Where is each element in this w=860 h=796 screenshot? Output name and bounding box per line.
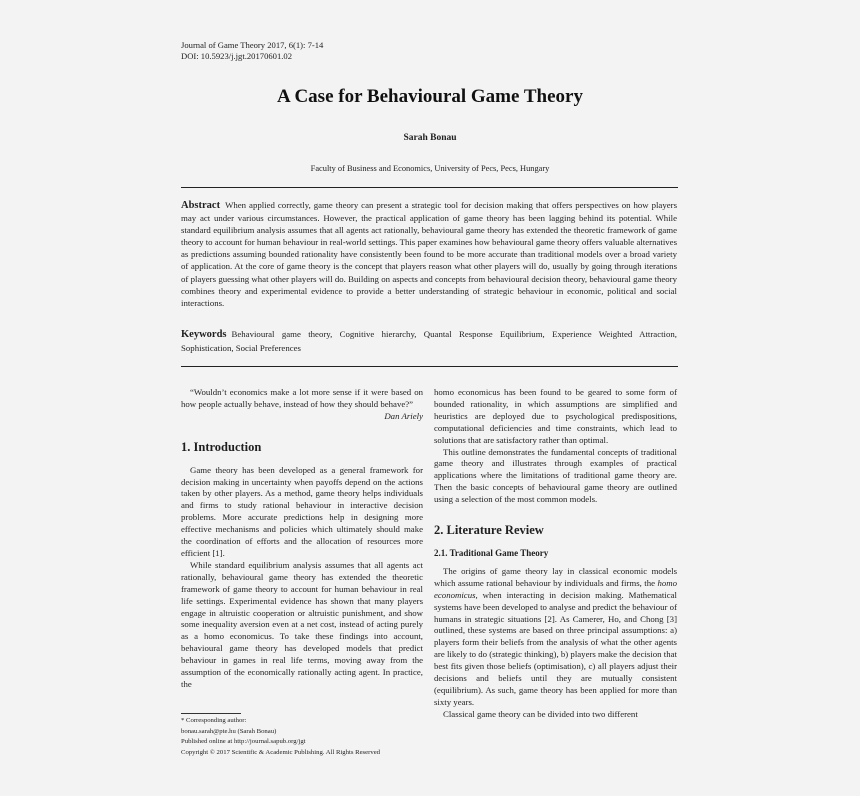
abstract-text: When applied correctly, game theory can present a strategic tool for decision making that offers perspectives on how players may act under various circumstances. However, the practical application of game theory has been lagging behind its potential. While standard equilibrium analysis assumes that all agents act rationally, behavioural game theory has extended the theoretic framework of game theory to account for human behaviour in real-world settings. This paper examines how behavioural game theory offers valuable alternatives as predictions assuming bounded rationality have consistently been found to be more accurate than traditional models over a broad variety of application. At the core of game theory is the concept that players reason what other players will do, usually by going through iterations of players guessing what other players will do. Building on aspects and concepts from behavioural decision theory, behavioural game theory combines theory and experimental evidence to provide a better understanding of strategic behaviour in economic, political and social interactions. [181, 200, 677, 308]
author-name: Sarah Bonau [403, 133, 457, 143]
epigraph-quote: “Wouldn’t economics make a lot more sense if it were based on how people actually behave, instead of how they should behave?” [181, 387, 423, 409]
paragraph-text: , when interacting in decision making. Mathematical systems have been developed to analyse and predict the behaviour of humans in strategic situations [2]. As Camerer, Ho, and Chong [3] outlined, these systems are based on three principal assumptions: a) players form their beliefs from the analysis of what the other agents are likely to do (strategic thinking), b) players make the decision that best fits given those beliefs (optimisation), c) all players adjust their decisions and beliefs until they are mutually consistent (equilibrium). As such, game theory has been applied for more than sixty years. [434, 589, 677, 707]
footnote-copyright: Copyright © 2017 Scientific & Academic Publishing. All Rights Reserved [181, 748, 381, 756]
footnote-published: Published online at http://journal.sapub.org/jgt [181, 738, 306, 746]
divider-bottom [181, 366, 678, 367]
keywords-label: Keywords [181, 329, 227, 340]
epigraph-author: Dan Ariely [384, 410, 423, 421]
italic-term: homo economicus [434, 577, 677, 600]
footnote [181, 716, 431, 758]
paragraph [434, 566, 677, 709]
paper-title: A Case for Behavioural Game Theory [277, 86, 583, 107]
footnote-corresponding: * Corresponding author: [181, 717, 247, 724]
paragraph: This outline demonstrates the fundamental concepts of traditional game theory and illustrates through examples of practical applications where the limitations of traditional game theory are. Then the basic concepts of behavioural game theory are outlined using a selection of the most common models. [434, 446, 677, 505]
keywords-text: Behavioural game theory, Cognitive hierarchy, Quantal Response Equilibrium, Experience Weighted Attraction, Sophistication, Social Preferences [181, 329, 677, 353]
doi: DOI: 10.5923/j.jgt.20170601.02 [181, 51, 293, 61]
abstract-label: Abstract [181, 200, 221, 211]
left-column [181, 387, 423, 691]
footnote-email: bonau.sarah@pte.hu (Sarah Bonau) [181, 727, 277, 735]
section-heading-introduction: 1. Introduction [181, 439, 262, 454]
keywords [181, 328, 677, 354]
abstract [181, 199, 677, 309]
right-column [434, 387, 677, 721]
subsection-heading-traditional-game-theory: 2.1. Traditional Game Theory [434, 547, 549, 558]
paragraph: homo economicus has been found to be geared to some form of bounded rationality, in which assumptions are simplified and heuristics are deployed due to psychological predispositions, computational deficiencies and time constraints, which lead to solutions that are satisfactory rather than optimal. [434, 387, 677, 445]
author-affiliation: Faculty of Business and Economics, University of Pecs, Pecs, Hungary [310, 164, 550, 173]
divider-top [181, 187, 678, 188]
paragraph-text: The origins of game theory lay in classical economic models which assume rational behaviour by individuals and firms, the [434, 565, 677, 588]
paragraph: While standard equilibrium analysis assumes that all agents act rationally, behavioural game theory has extended the theoretic framework of game theory to account for human behaviour in real life settings. Experimental evidence has shown that many players engage in altruistic cooperation or altruistic punishment, and show some inequality aversion even at a net cost, instead of acting purely as a homo economicus. To take these findings into account, behavioural game theory has developed models that predict behaviour in games in real life terms, moving away from the assumption of the economically rationally acting agent. In practice, the [181, 559, 423, 689]
journal-citation: Journal of Game Theory 2017, 6(1): 7-14 [181, 40, 324, 50]
footnote-divider [181, 713, 241, 714]
paragraph: Classical game theory can be divided into two different [443, 708, 638, 719]
section-heading-literature-review: 2. Literature Review [434, 523, 544, 538]
paragraph: Game theory has been developed as a general framework for decision making in uncertainty when payoffs depend on the actions taken by other players. As a method, game theory helps individuals and firms to study rational behaviour in interactive decision problems. More accurate predictions help in designing more effective mechanisms and policies which ultimately should make the coordination of efforts and the allocation of resources more efficient [1]. [181, 464, 423, 558]
journal-header [181, 40, 323, 62]
